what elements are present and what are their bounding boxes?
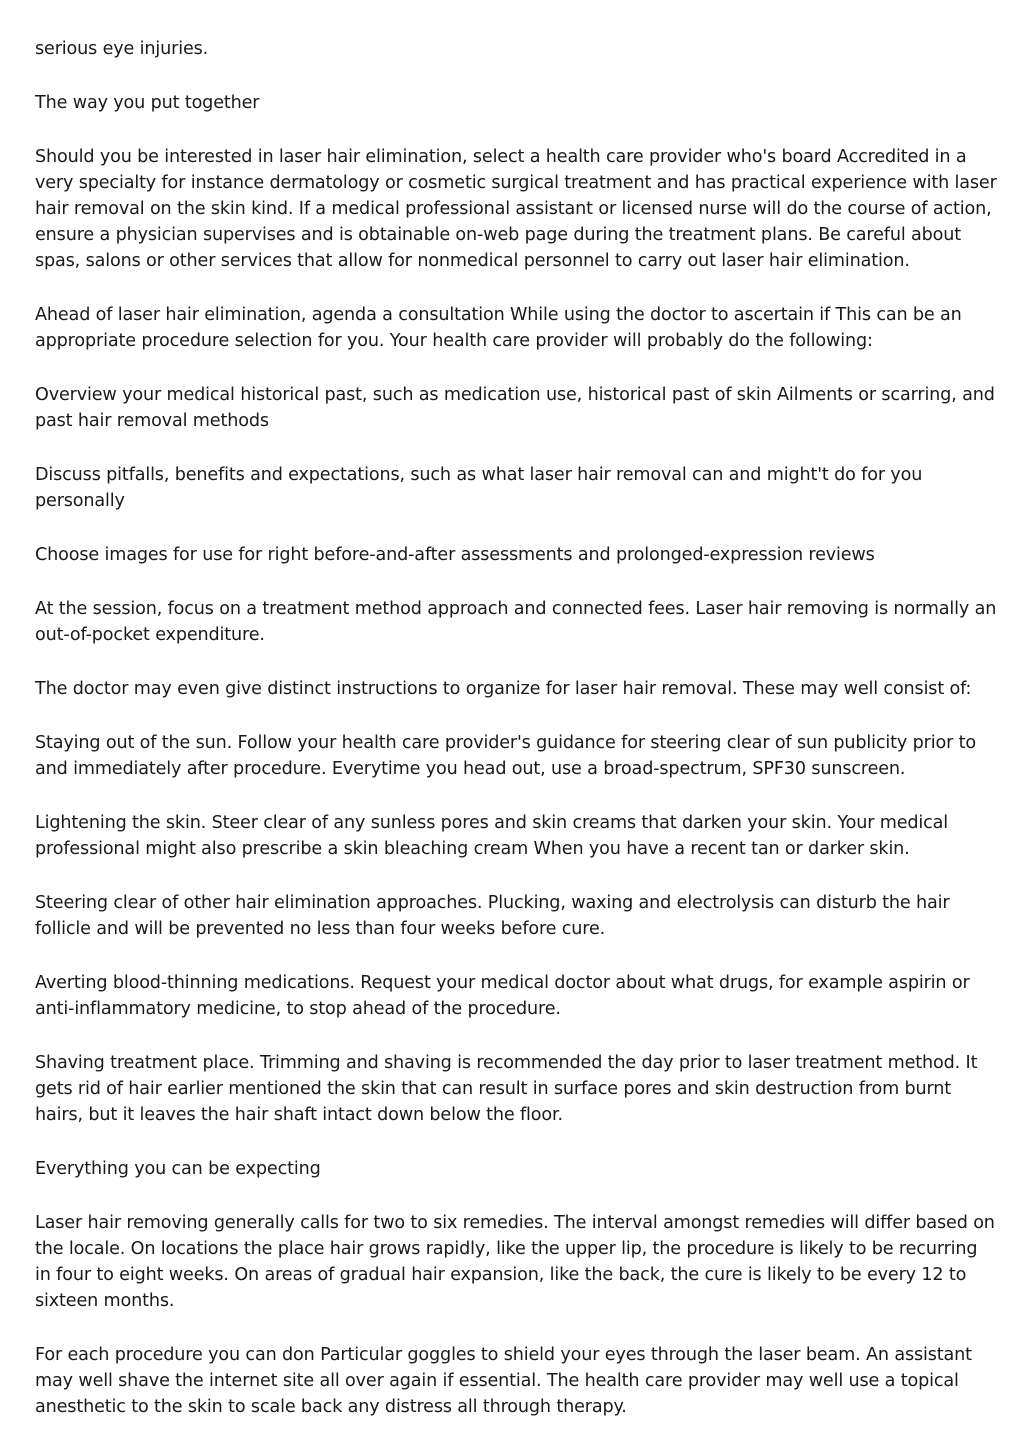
paragraph: serious eye injuries.: [35, 39, 209, 59]
paragraph: Lightening the skin. Steer clear of any sunless pores and skin creams that darken your skin. Your medical professional might also prescribe a skin bleaching cream When you have a recent tan or darker skin.: [35, 813, 949, 859]
paragraph: Ahead of laser hair elimination, agenda a consultation While using the doctor to ascertain if This can be an appropriate procedure selection for you. Your health care provider will probably do the following:: [35, 305, 962, 351]
paragraph: Averting blood-thinning medications. Request your medical doctor about what drugs, for example aspirin or anti-inflammatory medicine, to stop ahead of the procedure.: [35, 973, 970, 1019]
document-body: [35, 36, 997, 1448]
section-heading: Everything you can be expecting: [35, 1159, 321, 1179]
paragraph: At the session, focus on a treatment method approach and connected fees. Laser hair removing is normally an out-of-pocket expenditure.: [35, 599, 997, 645]
paragraph: Laser hair removing generally calls for two to six remedies. The interval amongst remedies will differ based on the locale. On locations the place hair grows rapidly, like the upper lip, the procedure is likely to be recurring in four to eight weeks. On areas of gradual hair expansion, like the back, the cure is likely to be every 12 to sixteen months.: [35, 1213, 995, 1311]
paragraph: For each procedure you can don Particular goggles to shield your eyes through the laser beam. An assistant may well shave the internet site all over again if essential. The health care provider may well use a topical anesthetic to the skin to scale back any distress all through therapy.: [35, 1345, 972, 1417]
paragraph: Overview your medical historical past, such as medication use, historical past of skin Ailments or scarring, and past hair removal methods: [35, 385, 995, 431]
paragraph: Choose images for use for right before-and-after assessments and prolonged-expression reviews: [35, 545, 875, 565]
paragraph: Should you be interested in laser hair elimination, select a health care provider who's board Accredited in a very specialty for instance dermatology or cosmetic surgical treatment and has practical experience with laser hair removal on the skin kind. If a medical professional assistant or licensed nurse will do the course of action, ensure a physician supervises and is obtainable on-web page during the treatment plans. Be careful about spas, salons or other services that allow for nonmedical personnel to carry out laser hair elimination.: [35, 147, 997, 271]
section-heading: The way you put together: [35, 93, 260, 113]
paragraph: Discuss pitfalls, benefits and expectations, such as what laser hair removal can and might't do for you personally: [35, 465, 923, 511]
paragraph: Staying out of the sun. Follow your health care provider's guidance for steering clear of sun publicity prior to and immediately after procedure. Everytime you head out, use a broad-spectrum, SPF30 sunscreen.: [35, 733, 976, 779]
paragraph: Steering clear of other hair elimination approaches. Plucking, waxing and electrolysis can disturb the hair follicle and will be prevented no less than four weeks before cure.: [35, 893, 950, 939]
paragraph: Shaving treatment place. Trimming and shaving is recommended the day prior to laser treatment method. It gets rid of hair earlier mentioned the skin that can result in surface pores and skin destruction from burnt hairs, but it leaves the hair shaft intact down below the floor.: [35, 1053, 978, 1125]
paragraph: The doctor may even give distinct instructions to organize for laser hair removal. These may well consist of:: [35, 679, 972, 699]
